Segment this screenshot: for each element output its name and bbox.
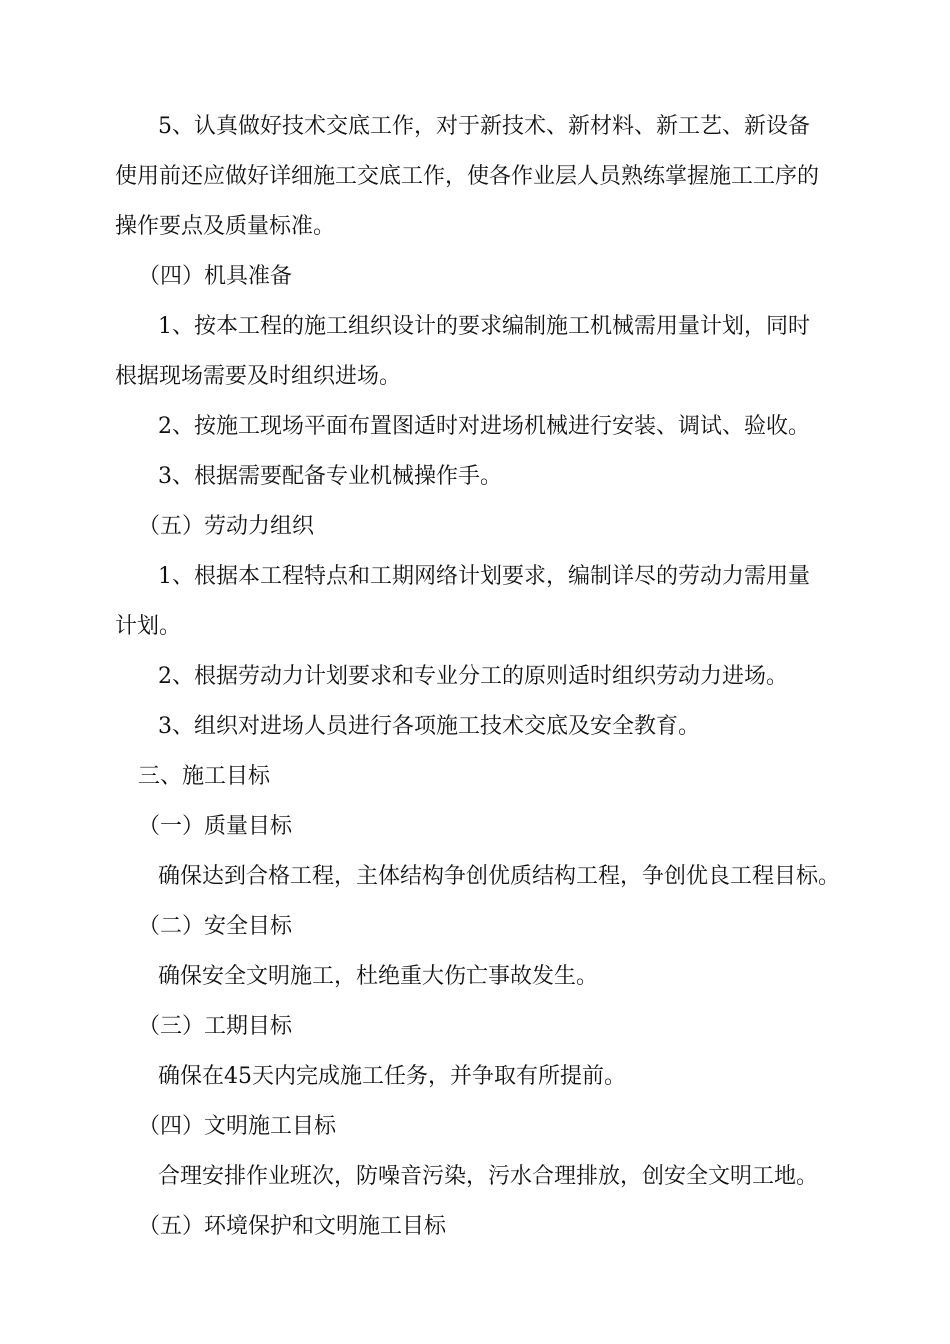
paragraph-line: 1、根据本工程特点和工期网络计划要求，编制详尽的劳动力需用量 [158,564,810,589]
paragraph-line: 2、根据劳动力计划要求和专业分工的原则适时组织劳动力进场。 [158,664,788,689]
section-heading: （四）机具准备 [138,264,293,289]
paragraph-line: 操作要点及质量标准。 [115,214,336,239]
section-heading: （四）文明施工目标 [138,1114,337,1139]
chapter-heading: 三、施工目标 [138,764,271,789]
section-heading: （一）质量目标 [138,814,293,839]
paragraph-line: 3、根据需要配备专业机械操作手。 [158,464,502,489]
paragraph-line: 2、按施工现场平面布置图适时对进场机械进行安装、调试、验收。 [158,414,810,439]
paragraph-line: 合理安排作业班次，防噪音污染，污水合理排放，创安全文明工地。 [158,1164,819,1189]
paragraph-line: 计划。 [115,614,182,639]
section-heading: （五）劳动力组织 [138,514,315,539]
paragraph-line: 3、组织对进场人员进行各项施工技术交底及安全教育。 [158,714,700,739]
section-heading: （三）工期目标 [138,1014,293,1039]
section-heading: （五）环境保护和文明施工目标 [138,1214,447,1239]
section-heading: （二）安全目标 [138,914,293,939]
paragraph-line: 确保达到合格工程，主体结构争创优质结构工程，争创优良工程目标。 [158,864,841,889]
paragraph-line: 5、认真做好技术交底工作，对于新技术、新材料、新工艺、新设备 [158,114,810,139]
paragraph-line: 根据现场需要及时组织进场。 [115,364,402,389]
paragraph-line: 确保安全文明施工，杜绝重大伤亡事故发生。 [158,964,599,989]
paragraph-line: 使用前还应做好详细施工交底工作，使各作业层人员熟练掌握施工工序的 [115,164,820,189]
paragraph-line: 确保在45天内完成施工任务，并争取有所提前。 [158,1064,626,1089]
paragraph-line: 1、按本工程的施工组织设计的要求编制施工机械需用量计划，同时 [158,314,810,339]
